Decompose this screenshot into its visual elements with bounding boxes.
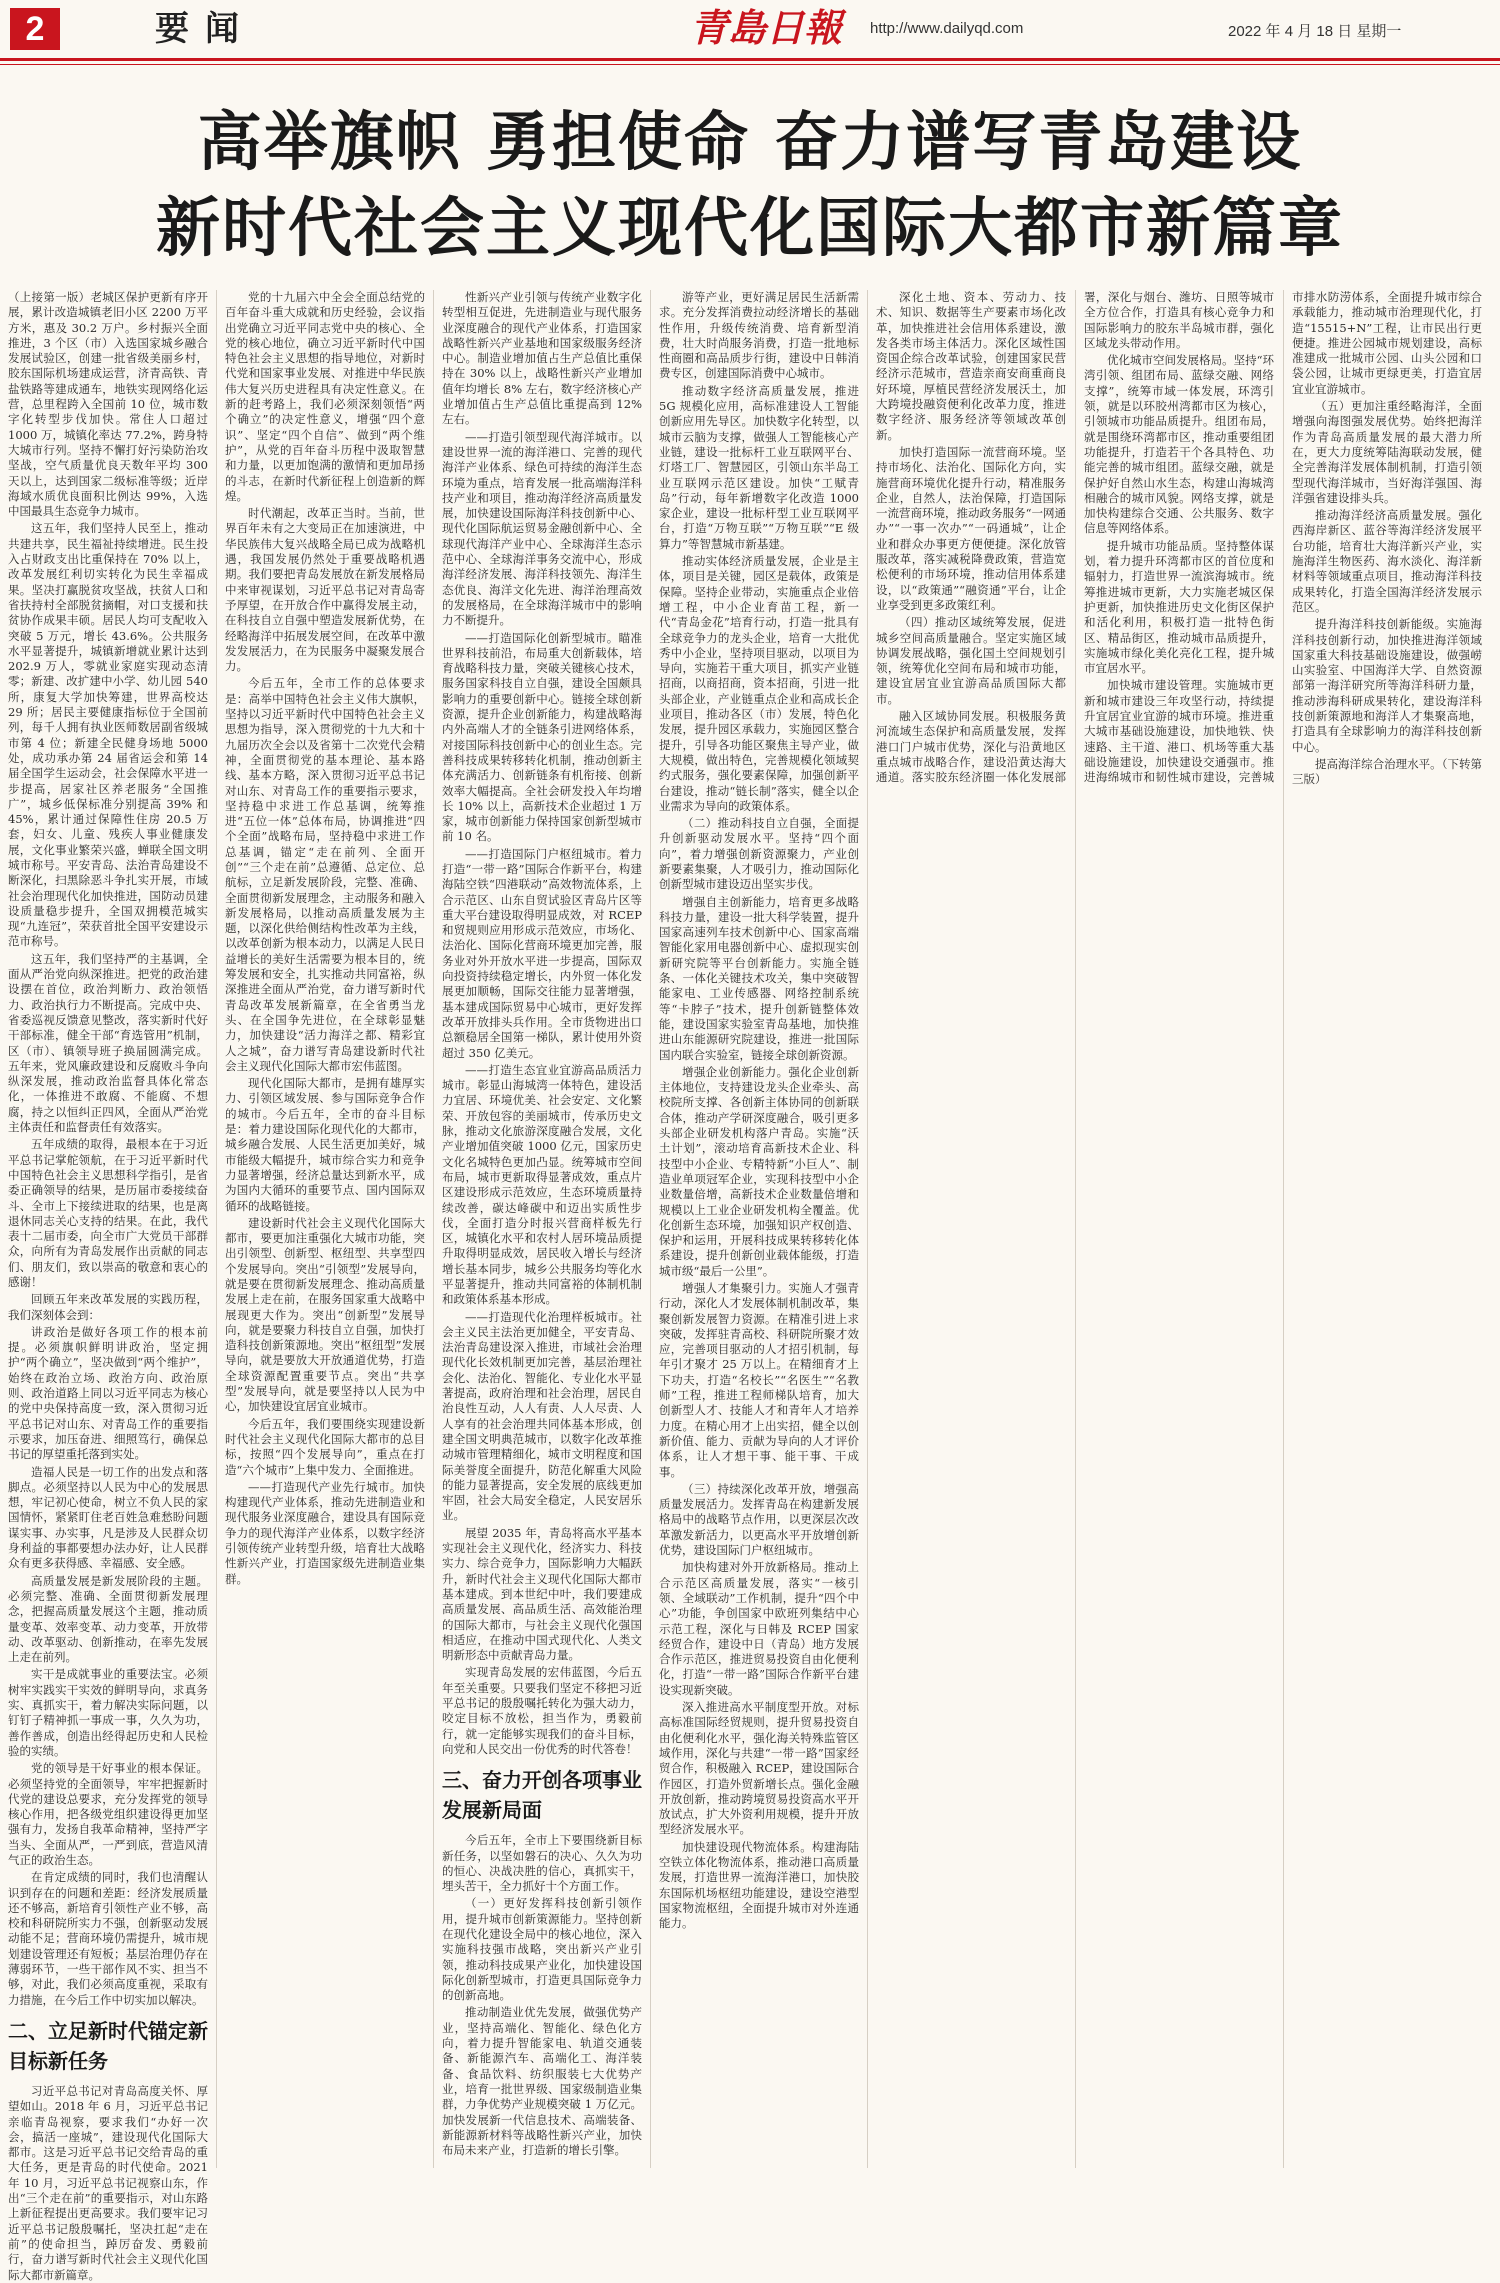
paragraph: 在肯定成绩的同时，我们也清醒认识到存在的问题和差距：经济发展质量还不够高，新培育引领性产业不够，高校和科研院所实力不强，创新驱动发展动能不足；营商环境仍需提升，城市规划建设管理还有短板；基层治理仍存在薄弱环节，一些干部作风不实、担当不够，对此，我们必须高度重视，采取有力措施，在今后工作中切实加以解决。 <box>8 1870 208 2007</box>
paragraph: 高质量发展是新发展阶段的主题。必须完整、准确、全面贯彻新发展理念，把握高质量发展这个主题，推动质量变革、效率变革、动力变革，开放带动、改革驱动、创新推动，在率先发展上走在前列。 <box>8 1573 208 1665</box>
paragraph: 加快打造国际一流营商环境。坚持市场化、法治化、国际化方向，实施营商环境优化提升行动，精准服务企业，自然人，法治保障，打造国际一流营商环境，推动政务服务“一网通办”“一事一次办”“一码通城”，让企业和群众办事更方便便捷。深化放管服改革，落实减税降费政策，营造宽松便利的市场环境，推动信用体系建设，以“政策通”“融资通”平台，让企业享受到更多政策红利。 <box>876 444 1066 612</box>
paragraph: 增强自主创新能力，培育更多战略科技力量，建设一批大科学装置，提升国家高速列车技术创新中心、国家高端智能化家用电器创新中心、虚拟现实创新研究院等平台创新能力。实施全链条、一体化关键技术攻关，集中突破智能家电、工业传感器、网络控制系统等“卡脖子”技术，提升创新链整体效能，建设国家实验室青岛基地，加快推进山东能源研究院建设，推进一批国际国内联合实验室，链接全球创新资源。 <box>659 894 859 1062</box>
paragraph: 实干是成就事业的重要法宝。必须树牢实践实干实效的鲜明导向，求真务实、真抓实干，着力解决实际问题，以钉钉子精神抓一事成一事，久久为功，善作善成，创造出经得起历史和人民检验的实绩。 <box>8 1667 208 1758</box>
column-divider <box>433 290 434 2168</box>
paragraph: 增强企业创新能力。强化企业创新主体地位，支持建设龙头企业牵头、高校院所支撑、各创新主体协同的创新联合体，推动产学研深度融合，吸引更多头部企业研发机构落户青岛。实施“沃土计划”，滚动培育高新技术企业、科技型中小企业、专精特新“小巨人”、制造业单项冠军企业，实现科技型中小企业数量倍增，高新技术企业数量倍增和规模以上工业企业研发机构全覆盖。优化创新生态环境，加强知识产权创造、保护和运用，开展科技成果转移转化体系建设，提升创新创业载体能级，打造城市级“最后一公里”。 <box>659 1064 859 1278</box>
paragraph: 今后五年，我们要围绕实现建设新时代社会主义现代化国际大都市的总目标，按照“四个发展导向”，重点在打造“六个城市”上集中发力、全面推进。 <box>225 1416 425 1477</box>
column-1 <box>8 290 208 2282</box>
paragraph: 性新兴产业引领与传统产业数字化转型相互促进，先进制造业与现代服务业深度融合的现代产业体系，打造国家战略性新兴产业基地和国家级服务经济中心。制造业增加值占生产总值比重保持在 30% 以上，战略性新兴产业增加值年均增长 8% 左右，数字经济核心产业增加值占生产总值比重提高到 12% 左右。 <box>442 290 642 427</box>
paragraph: 实现青岛发展的宏伟蓝图，今后五年至关重要。只要我们坚定不移把习近平总书记的殷殷嘱托转化为强大动力，咬定目标不放松，担当作为，勇毅前行，就一定能够实现我们的奋斗目标，向党和人民交出一份优秀的时代答卷！ <box>442 1665 642 1756</box>
column-2 <box>225 290 425 2168</box>
headline-line-2: 新时代社会主义现代化国际大都市新篇章 <box>156 191 1344 266</box>
column-divider <box>867 290 868 2168</box>
paragraph: 提升海洋科技创新能级。实施海洋科技创新行动，加快推进海洋领域国家重大科技基础设施建设，做强崂山实验室、中国海洋大学、自然资源部第一海洋研究所等海洋科研力量，推动涉海科研成果转化，建设海洋科技创新策源地和海洋人才集聚高地，打造具有全球影响力的海洋科技创新中心。 <box>1292 617 1482 754</box>
paragraph: （一）更好发挥科技创新引领作用，提升城市创新策源能力。坚持创新在现代化建设全局中的核心地位，深入实施科技强市战略，突出新兴产业引领，推动科技成果产业化，加快建设国际化创新型城市，打造更具国际竞争力的创新高地。 <box>442 1896 642 2003</box>
paragraph: ——打造国际化创新型城市。瞄准世界科技前沿，布局重大创新载体，培育战略科技力量，突破关键核心技术，服务国家科技自立自强，建设全国颇具影响力的重要创新中心。链接全球创新资源，提升企业创新能力，构建战略海内外高端人才的全链条引进网络体系，对接国际科技创新中心的创业生态。完善科技成果转移转化机制，推动创新主体充满活力、创新链条有机衔接、创新效率大幅提高。全社会研发投入年均增长 10% 以上，高新技术企业超过 1 万家，城市创新能力保持国家创新型城市前 10 名。 <box>442 630 642 844</box>
paragraph: 推动海洋经济高质量发展。强化西海岸新区、蓝谷等海洋经济发展平台功能，培育壮大海洋新兴产业，实施海洋生物医药、海水淡化、海洋新材料等领域重点项目，推动海洋科技成果转化，打造全国海洋经济发展示范区。 <box>1292 508 1482 614</box>
paragraph: 加快城市建设管理。实施城市更新和城市建设三年攻坚行动，持续提升宜居宜业宜游的城市环境。推进重大城市基础设施建设，加快地铁、快速路、主干道、港口、机场等重大基础设施建设，加快建设交通强市。推进海绵城市和韧性城市建设，完善城市排水防涝体系，全面提升城市综合承载能力，推动城市治理现代化，打造“15515+N”工程，让市民出行更便捷。推进公园城市规划建设，高标准建成一批城市公园、山头公园和口袋公园，让城市更绿更美，打造宜居宜业宜游城市。 <box>1084 290 1482 785</box>
paragraph: 融入区域协同发展。积极服务黄河流域生态保护和高质量发展，发挥港口门户城市优势，深化与沿黄地区重点城市战略合作，建设沿黄达海大通道。落实胶东经济圈一体化发展部署，深化与烟台、潍坊、日照等城市全方位合作，打造具有核心竞争力和国际影响力的胶东半岛城市群，强化区域龙头带动作用。 <box>876 290 1274 785</box>
columns-5-7 <box>876 290 1482 2168</box>
section-3-heading: 三、奋力开创各项事业发展新局面 <box>442 1768 642 1823</box>
paragraph: 党的领导是干好事业的根本保证。必须坚持党的全面领导，牢牢把握新时代党的建设总要求，充分发挥党的领导核心作用，把各级党组织建设得更加坚强有力，发扬自我革命精神，坚持严字当头、全面从严，一严到底，营造风清气正的政治生态。 <box>8 1761 208 1867</box>
paragraph: 推动实体经济质量发展，企业是主体，项目是关键，园区是载体，政策是保障。坚持企业带动，实施重点企业倍增工程，中小企业育苗工程，新一代“青岛金花”培育行动，打造一批具有全球竞争力的龙头企业，培育一大批优秀中小企业，坚持项目驱动，以项目为导向，实施若干重大项目，抓实产业链招商，以商招商，资本招商，引进一批头部企业，产业链重点企业和高成长企业项目，推动各区（市）发展，特色化发展，提升园区承载力，实施园区整合提升，引导各功能区聚焦主导产业，做大规模，做出特色，完善规模化领域契约式服务，强化要素保障，加强创新平台建设，推动“链长制”落实，健全以企业需求为导向的政策体系。 <box>659 554 859 813</box>
paragraph: ——打造现代产业先行城市。加快构建现代产业体系，推动先进制造业和现代服务业深度融合，建设具有国际竞争力的现代海洋产业体系，以数字经济引领传统产业转型升级，培育壮大战略性新兴产业，打造国家级先进制造业集群。 <box>225 1479 425 1586</box>
paragraph: 推动数字经济高质量发展，推进 5G 规模化应用，高标准建设人工智能创新应用先导区。加快数字化转型，以城市云脑为支撑，做强人工智能核心产业链，建设一批标杆工业互联网平台、灯塔工厂、智慧园区，引领山东半岛工业互联网示范区建设。加快“工赋青岛”行动，每年新增数字化改造 1000 家企业，建设一批标杆型工业互联网平台，打造“万物互联”“万物互联”“E 级算力”等智慧城市新基建。 <box>659 383 859 551</box>
column-divider <box>650 290 651 2168</box>
paragraph: （三）持续深化改革开放，增强高质量发展活力。发挥青岛在构建新发展格局中的战略节点作用，以更深层次改革激发新活力，以更高水平开放增创新优势，建设国际门户枢纽城市。 <box>659 1481 859 1558</box>
headline <box>0 100 1500 272</box>
paragraph: （上接第一版）老城区保护更新有序开展，累计改造城镇老旧小区 2200 万平方米，惠及 30.2 万户。乡村振兴全面推进，3 个区（市）入选国家城乡融合发展试验区，创建一批省级美丽乡村，胶东国际机场建成运营，济青高铁、青盐铁路等建成通车，地铁实现网络化运营，总里程跨入全国前 10 位，城市数字化转型步伐加快。常住人口超过 1000 万，城镇化率达 77.2%，跨身特大城市行列。坚持不懈打好污染防治攻坚战，空气质量优良天数年平均 300 天以上，达到国家二级标准等级；近岸海域水质优良面积比例达 99%，入选中国最具生态竞争力城市。 <box>8 290 208 519</box>
column-3 <box>442 290 642 2168</box>
paragraph: 回顾五年来改革发展的实践历程，我们深刻体会到： <box>8 1292 208 1322</box>
paragraph: 讲政治是做好各项工作的根本前提。必须旗帜鲜明讲政治，坚定拥护“两个确立”，坚决做到“两个维护”，始终在政治立场、政治方向、政治原则、政治道路上同以习近平同志为核心的党中央保持高度一致，深入贯彻习近平总书记对山东、对青岛工作的重要指示要求，加压奋进、细照笃行，确保总书记的厚望重托落到实处。 <box>8 1324 208 1462</box>
paragraph: 建设新时代社会主义现代化国际大都市，要更加注重强化大城市功能，突出引领型、创新型、枢纽型、共享型四个发展导向。突出“引领型”发展导向，就是要在贯彻新发展理念、推动高质量发展上走在前，在服务国家重大战略中展现更大作为。突出“创新型”发展导向，就是要聚力科技自立自强，加快打造科技创新策源地。突出“枢纽型”发展导向，就是要放大开放通道优势，打造全球资源配置重要节点。突出“共享型”发展导向，就是要坚持以人民为中心，加快建设宜居宜业城市。 <box>225 1215 425 1414</box>
paragraph: 深入推进高水平制度型开放。对标高标准国际经贸规则，提升贸易投资自由化便利化水平，强化海关特殊监管区域作用，深化与共建“一带一路”国家经贸合作，积极融入 RCEP，建设国际合作园区，打造外贸新增长点。强化金融开放创新，推动跨境贸易投资高水平开放试点，扩大外资利用规模，提升开放型经济发展水平。 <box>659 1700 859 1837</box>
headline-line-1: 高举旗帜 勇担使命 奋力谱写青岛建设 <box>197 105 1303 180</box>
masthead-rule <box>0 58 1500 61</box>
column-divider <box>216 290 217 2168</box>
paragraph: （四）推动区域统筹发展，促进城乡空间高质量融合。坚定实施区域协调发展战略，强化国土空间规划引领，统筹优化空间布局和城市功能，建设宜居宜业宜游高品质国际大都市。 <box>876 615 1066 706</box>
paragraph: 习近平总书记对青岛高度关怀、厚望如山。2018 年 6 月，习近平总书记亲临青岛视察，要求我们“办好一次会，搞活一座城”，建设现代化国际大都市。这是习近平总书记交给青岛的重大任务，更是青岛的时代使命。2021 年 10 月，习近平总书记视察山东，作出“三个走在前”的重要指示，对山东路上新征程提出更高要求。我们要牢记习近平总书记殷殷嘱托，坚决扛起“走在前”的使命担当，踔厉奋发、勇毅前行，奋力谱写新时代社会主义现代化国际大都市新篇章。 <box>8 2083 208 2282</box>
masthead-rule-thin <box>0 64 1500 65</box>
paragraph: 现代化国际大都市，是拥有雄厚实力、引领区域发展、参与国际竞争合作的城市。今后五年，全市的奋斗目标是：着力建设国际化现代化的大都市，城乡融合发展、人民生活更加美好，城市能级大幅提升，城市综合实力和竞争力显著增强，经济总量达到新水平，成为国内大循环的重要节点、国内国际双循环的战略链接。 <box>225 1076 425 1213</box>
paragraph: ——打造现代化治理样板城市。社会主义民主法治更加健全，平安青岛、法治青岛建设深入推进，市域社会治理现代化长效机制更加完善，基层治理社会化、法治化、智能化、专业化水平显著提高，政府治理和社会治理，居民自治良性互动，人人有责、人人尽责、人人享有的社会治理共同体基本形成，创建全国文明典范城市，以数字化改革推动城市管理精细化，城市文明程度和国际美誉度全面提升，防范化解重大风险的能力显著提高，安全发展的底线更加牢固，社会大局安全稳定，人民安居乐业。 <box>442 1309 642 1523</box>
paragraph: 加快构建对外开放新格局。推动上合示范区高质量发展，落实“一核引领、全域联动”工作机制，提升“四个中心”功能，争创国家中欧班列集结中心示范工程，深化与日韩及 RCEP 国家经贸合作，建设中日（青岛）地方发展合作示范区，推进贸易投资自由化便利化，打造“一带一路”国际合作新平台建设实现新突破。 <box>659 1560 859 1697</box>
paragraph: 时代潮起，改革正当时。当前，世界百年未有之大变局正在加速演进，中华民族伟大复兴战略全局已成为战略机遇，我国发展仍然处于重要战略机遇期。我们要把青岛发展放在新发展格局中来审视谋划，习近平总书记对青岛寄予厚望，在开放合作中赢得发展主动，在科技自立自强中塑造发展新优势，在经略海洋中拓展发展空间，在改革中激发发展活力，在为民服务中凝聚发展合力。 <box>225 506 425 674</box>
paragraph: 造福人民是一切工作的出发点和落脚点。必须坚持以人民为中心的发展思想，牢记初心使命，树立不负人民的家国情怀，紧紧盯住老百姓急难愁盼问题谋实事、办实事，凡是涉及人民群众切身利益的事都要想办法办好，让人民群众有更多获得感、幸福感、安全感。 <box>8 1464 208 1571</box>
column-4 <box>659 290 859 2168</box>
paragraph: 党的十九届六中全会全面总结党的百年奋斗重大成就和历史经验，会议指出党确立习近平同志党中央的核心、全党的核心地位，确立习近平新时代中国特色社会主义思想的指导地位，对新时代党和国家事业发展、对推进中华民族伟大复兴历史进程具有决定性意义。在新的赶考路上，我们必须深刻领悟“两个确立”的决定性意义，增强“四个意识”、坚定“四个自信”、做到“两个维护”，从党的百年奋斗历程中汲取智慧和力量，以更加饱满的激情和更加昂扬的斗志，在新时代新征程上创造新的辉煌。 <box>225 290 425 503</box>
paragraph: 五年成绩的取得，最根本在于习近平总书记掌舵领航，在于习近平新时代中国特色社会主义思想科学指引，是省委正确领导的结果，是历届市委接续奋斗、全市上下接续进取的结果，也是离退休同志关心支持的结果。在此，我代表十二届市委，向全市广大党员干部群众，向所有为青岛发展作出贡献的同志们、朋友们，致以崇高的敬意和衷心的感谢！ <box>8 1137 208 1289</box>
paragraph: 推动制造业优先发展，做强优势产业，坚持高端化、智能化、绿色化方向，着力提升智能家电、轨道交通装备、新能源汽车、高端化工、海洋装备、食品饮料、纺织服装七大优势产业，培育一批世界级、国家级制造业集群，力争优势产业规模突破 1 万亿元。加快发展新一代信息技术、高端装备、新能源新材料等战略性新兴产业，加快布局未来产业，打造新的增长引擎。 <box>442 2005 642 2158</box>
paragraph: 展望 2035 年，青岛将高水平基本实现社会主义现代化，经济实力、科技实力、综合竞争力，国际影响力大幅跃升，新时代社会主义现代化国际大都市基本建成。到本世纪中叶，我们要建成高质量发展、高品质生活、高效能治理的国际大都市，与社会主义现代化强国相适应，在推动中国式现代化、人类文明新形态中贡献青岛力量。 <box>442 1525 642 1663</box>
paragraph: 增强人才集聚引力。实施人才强青行动，深化人才发展体制机制改革，集聚创新发展智力资源。在精准引进上求突破，发挥驻青高校、科研院所聚才效应，完善项目驱动的人才招引机制，每年引才聚才 25 万以上。在精细育才上下功夫，打造“名校长”“名医生”“名教师”工程，推进工程师梯队培育，加大创新型人才、技能人才和青年人才培养力度。在精心用才上出实招，健全以创新价值、能力、贡献为导向的人才评价体系，让人才想干事、能干事、干成事。 <box>659 1281 859 1479</box>
section-title: 要闻 <box>155 9 255 49</box>
paragraph: ——打造生态宜业宜游高品质活力城市。彰显山海城湾一体特色，建设活力宜居、环境优美、社会安定、文化繁荣、开放包容的美丽城市，传承历史文脉，推动文化旅游深度融合发展，文化产业增加值突破 1000 亿元，国家历史文化名城特色更加凸显。统筹城市空间布局，城市更新取得显著成效，重点片区建设形成示范效应，生态环境质量持续改善，碳达峰碳中和迈出实质性步伐，全面打造分时报兴营商样板先行区，城镇化水平和农村人居环境品质提升取得明显成效，居民收入增长与经济增长基本同步，城乡公共服务均等化水平显著提升，推动共同富裕的体制机制和政策体系基本形成。 <box>442 1062 642 1307</box>
section-2-heading: 二、立足新时代锚定新目标新任务 <box>8 2018 208 2073</box>
paragraph: 这五年，我们坚持人民至上，推动共建共享，民生福祉持续增进。民生投入占财政支出比重保持在 70% 以上，改革发展红利切实转化为民生幸福成果。坚决打赢脱贫攻坚战，扶贫人口和省扶持村全部脱贫摘帽，对口支援和扶贫协作成果丰硕。居民人均可支配收入突破 5 万元，增长 43.6%。公共服务水平显著提升，城镇新增就业累计达到 202.9 万人，零就业家庭实现动态清零；新建、改扩建中小学、幼儿园 540 所，康复大学加快筹建，世界高校达 29 所；居民主要健康指标位于全国前列，每千人拥有执业医师数居副省级城市第 4 位；新建全民健身场地 5000 处，成功承办第 24 届省运会和第 14 届全国学生运动会，社会保障水平进一步提高，居家社区养老服务“全国推广”，城乡低保标准分别提高 39% 和 45%，累计通过保障性住房 20.5 万套，妇女、儿童、残疾人事业健康发展，文化事业繁荣兴盛，蝉联全国文明城市称号。平安青岛、法治青岛建设不断深化，扫黑除恶斗争扎实开展，市域社会治理现代化加快推进，国防动员建设质量稳步提升，全国双拥模范城实现“九连冠”，荣获首批全国平安建设示范市称号。 <box>8 521 208 949</box>
paragraph: （五）更加注重经略海洋，全面增强向海图强发展优势。始终把海洋作为青岛高质量发展的最大潜力所在，更大力度统筹陆海联动发展，健全完善海洋发展体制机制，打造引领型现代海洋城市，当好海洋强国、海洋强省建设排头兵。 <box>1292 399 1482 505</box>
paragraph: ——打造国际门户枢纽城市。着力打造“一带一路”国际合作新平台，构建海陆空铁“四港联动”高效物流体系，上合示范区、山东自贸试验区青岛片区等重大平台建设取得明显成效，对 RCEP 和贸规则应用形成示范效应，市场化、法治化、国际化营商环境更加完善，服务业对外开放水平进一步提高，国际双向投资持续稳定增长，内外贸一体化发展更加顺畅，国际交往能力显著增强，基本建成国际贸易中心城市，更好发挥改革开放排头兵作用。全市货物进出口总额稳居全国第一梯队，累计使用外资超过 350 亿美元。 <box>442 846 642 1060</box>
paragraph: 游等产业，更好满足居民生活新需求。充分发挥消费拉动经济增长的基础性作用，升级传统消费、培育新型消费，壮大时尚服务消费，打造一批地标性商圈和高品质步行街，建设中日韩消费专区，创建国际消费中心城市。 <box>659 290 859 381</box>
paragraph: 优化城市空间发展格局。坚持“环湾引领、组团布局、蓝绿交融、网络支撑”，统筹市域一体发展，环湾引领，就是以环胶州湾都市区为核心，引领城市功能品质提升。组团布局，就是围绕环湾都市区，推动重要组团功能提升，打造若干个各具特色、功能完善的城市组团。蓝绿交融，就是保护好自然山水生态，构建山海城湾相融合的城市风貌。网络支撑，就是加快构建综合交通、公共服务、数字信息等网络体系。 <box>1084 353 1274 536</box>
newspaper-logo: 青島日報 <box>690 5 843 50</box>
website-url[interactable]: http://www.dailyqd.com <box>870 20 1024 37</box>
article-body <box>8 290 1492 2282</box>
issue-date: 2022 年 4 月 18 日 星期一 <box>1228 23 1402 40</box>
paragraph: 今后五年，全市上下要围绕新目标新任务，以坚如磐石的决心、久久为功的恒心、决战决胜的信心，真抓实干，埋头苦干，全力抓好十个方面工作。 <box>442 1833 642 1894</box>
masthead <box>0 0 1500 58</box>
paragraph: 提升城市功能品质。坚持整体谋划，着力提升环湾都市区的首位度和辐射力，打造世界一流滨海城市。统筹推进城市更新，大力实施老城区保护更新，加快推进历史文化街区保护和活化利用，积极打造一批特色街区、精品街区，推动城市品质提升，实施城市绿化美化亮化工程，提升城市宜居水平。 <box>1084 538 1274 676</box>
paragraph: 深化土地、资本、劳动力、技术、知识、数据等生产要素市场化改革，加快推进社会信用体系建设，激发各类市场主体活力。深化区域性国资国企综合改革试验，创建国家民营经济示范城市，营造亲商安商重商良好环境，厚植民营经济发展沃土，加大跨境投融资便利化改革力度，推进数字经济、服务经济等领域改革创新。 <box>876 290 1066 442</box>
paragraph: 这五年，我们坚持严的主基调，全面从严治党向纵深推进。把党的政治建设摆在首位，政治判断力、政治领悟力、政治执行力不断提高。完成中央、省委巡视反馈意见整改，落实新时代好干部标准，健全干部“育选管用”机制，区（市）、镇领导班子换届圆满完成。五年来，党风廉政建设和反腐败斗争向纵深发展，推动政治监督具体化常态化，一体推进不敢腐、不能腐、不想腐，持之以恒纠正四风，全面从严治党主体责任和监督责任有效落实。 <box>8 951 208 1135</box>
paragraph: ——打造引领型现代海洋城市。以建设世界一流的海洋港口、完善的现代海洋产业体系、绿色可持续的海洋生态环境为重点，培育发展一批高端海洋科技产业和项目，推动海洋经济高质量发展，加快建设国际海洋科技创新中心、现代化国际航运贸易金融创新中心、全球现代海洋产业中心、全球海洋生态示范中心、全球海洋事务交流中心，形成海洋经济发展、海洋科技领先、海洋生态优良、海洋文化先进、海洋治理高效的发展格局，在全球海洋城市中的影响力不断提升。 <box>442 429 642 628</box>
paragraph: 提高海洋综合治理水平。（下转第三版） <box>1292 756 1482 787</box>
page-number: 2 <box>10 8 60 50</box>
paragraph: 今后五年，全市工作的总体要求是：高举中国特色社会主义伟大旗帜，坚持以习近平新时代中国特色社会主义思想为指导，深入贯彻党的十九大和十九届历次全会以及省第十二次党代会精神，全面贯彻党的基本理论、基本路线、基本方略，深入贯彻习近平总书记对山东、对青岛工作的重要指示要求，坚持稳中求进工作总基调，统筹推进“五位一体”总体布局，协调推进“四个全面”战略布局，坚持稳中求进工作总基调，锚定“走在前列、全面开创”“三个走在前”总遵循、总定位、总航标，立足新发展阶段，完整、准确、全面贯彻新发展理念，主动服务和融入新发展格局，以推动高质量发展为主题，以深化供给侧结构性改革为主线，以改革创新为根本动力，以满足人民日益增长的美好生活需要为根本目的，统筹发展和安全，扎实推动共同富裕，纵深推进全面从严治党，奋力谱写新时代青岛改革发展新篇章，在全省勇当龙头、在全国争先进位，在全球彰显魅力，加快建设“活力海洋之都、精彩宜人之城”，奋力谱写青岛建设新时代社会主义现代化国际大都市宏伟蓝图。 <box>225 676 425 1073</box>
paragraph: （二）推动科技自立自强，全面提升创新驱动发展水平。坚持“四个面向”，着力增强创新资源聚力，产业创新要素集聚，人才吸引力，推动国际化创新型城市建设迈出坚实步伐。 <box>659 816 859 892</box>
paragraph: 加快建设现代物流体系。构建海陆空铁立体化物流体系，推动港口高质量发展，打造世界一流海洋港口，加快胶东国际机场枢纽功能建设，建设空港型国家物流枢纽，全面提升城市对外连通能力。 <box>659 1839 859 1931</box>
